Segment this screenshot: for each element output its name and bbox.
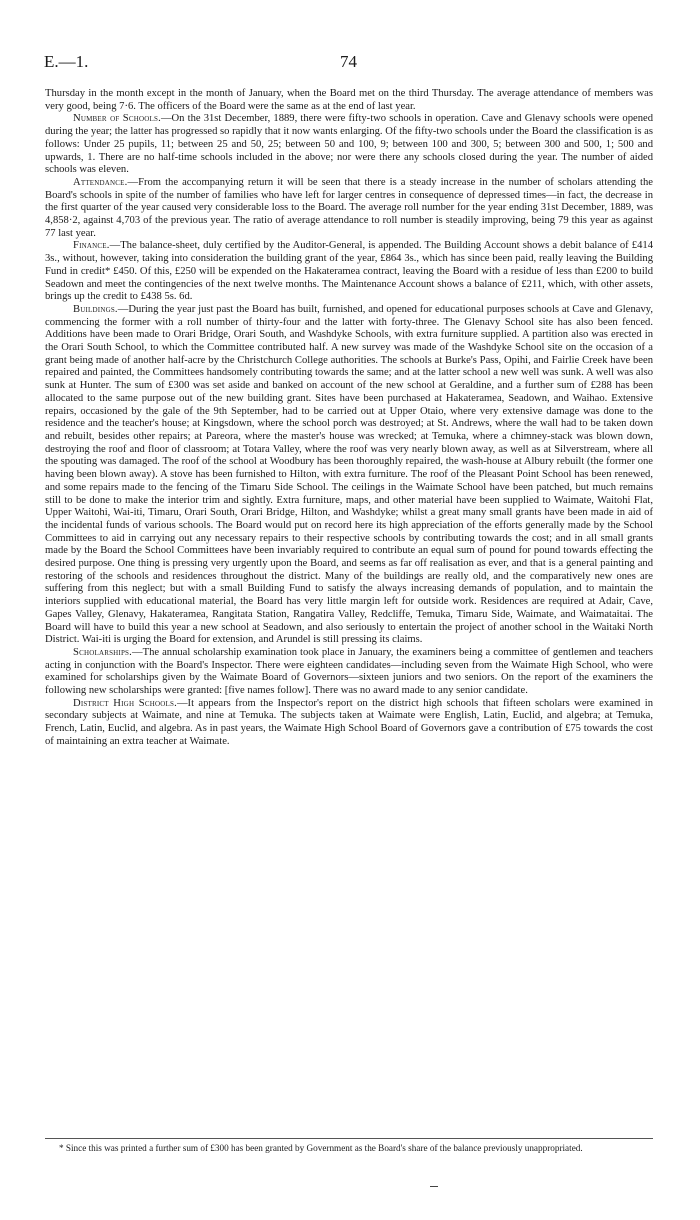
- footnote-divider: [45, 1138, 653, 1139]
- paragraph-district-high-schools: District High Schools.—It appears from the Inspector's report on the district high schools that fifteen scholars were examined in secondary subjects at Waimate, and nine at Temuka. The subjects taken at Waimate were English, Latin, Euclid, and algebra; at Temuka, French, Latin, Euclid, and algebra. As in past years, the Waimate High School Board of Governors gave a contribution of £75 towards the cost of maintaining an extra teacher at Waimate.: [45, 697, 653, 747]
- report-body: [45, 88, 653, 749]
- page-number: 74: [340, 52, 357, 71]
- page-mark: [430, 1186, 438, 1187]
- paragraph-buildings: Buildings.—During the year just past the Board has built, furnished, and opened for educational purposes schools at Cave and Glenavy, commencing the former with a roll number of thirty-four and the latter with forty-three. The Glenavy School site has also been fenced. Additions have been made to Orari Bridge, Orari South, and Washdyke Schools, with extra furniture supplied. A partition also was erected in the Orari South School, to which the Committee contributed half. A new survey was made of the Washdyke School site on the occasion of a grant being made of another half-acre by the Christchurch College authorities. The schools at Burke's Pass, Opihi, and Fairlie Creek have been repaired and painted, the Committees handsomely contributing towards the same; and at the latter school a new well was sunk. A well was also sunk at Hunter. The sum of £300 was set aside and banked on account of the new school at Geraldine, and a further sum of £288 has been allocated to the same purpose out of the new building grant. Sites have been purchased at Hakateramea, Seadown, and Waihao. Extensive repairs, occasioned by the gale of the 9th September, had to be carried out at Upper Otaio, where very extensive damage was done to the residence and the teacher's house; at Kingsdown, where the school porch was destroyed; at St. Andrews, where the wall had to be taken down and rebuilt, besides other repairs; at Pareora, where the master's house was wrecked; at Temuka, where a chimney-stack was blown down, destroying the roof and floor of classroom; at Totara Valley, where the roof was very nearly blown away, as well as at Silverstream, where all the spouting was damaged. The roof of the school at Woodbury has been thoroughly repaired, the wash-house at Albury rebuilt (the former one having been blown away). A stove has been furnished to Hilton, with extra furniture. The roof of the Pleasant Point School has been renewed, and some repairs made to the fencing of the Timaru Side School. The ceilings in the Waimate School have been patched, but much remains still to be done to make the interior trim and sightly. Extra furniture, maps, and other material have been supplied to Waimate, Waitohi Flat, Upper Waitohi, Wai-iti, Timaru, Orari South, Orari Bridge, Hilton, and Washdyke; whilst a great many small grants have been made in aid of the incidental funds of various schools. The Board would put on record here its high appreciation of the efforts generally made by the School Committees to aid in carrying out any necessary repairs to their respective schools by contributing towards the cost; and in all small grants made by the Board the School Committees have been invariably required to contribute an equal sum of pound for pound towards effecting the desired purpose. One thing is pressing very urgently upon the Board, and seems as far off realisation as ever, and that is a general painting and restoring of the schools and residences throughout the district. Many of the buildings are really old, and the comparatively new ones are suffering from this neglect; but with a small Building Fund to satisfy the always increasing demands of population, and to maintain the interiors supplied with educational material, the Board has very little margin left for outside work. Residences are required at Adair, Cave, Gapes Valley, Glenavy, Hakateramea, Rangitata Station, Rangatira Valley, Redcliffe, Temuka, Timaru Side, Waimate, and Waimataitai. The Board will have to build this year a new school at Seadown, and also seriously to entertain the project of another school in the Waitaki North District. Wai-iti is urging the Board for extension, and Arundel is still pressing its claims.: [45, 303, 653, 646]
- paragraph-board-meetings: Thursday in the month except in the month of January, when the Board met on the third Thursday. The average attendance of members was very good, being 7·6. The officers of the Board were the same as at the end of last year.: [45, 88, 653, 112]
- section-heading: District High Schools.: [73, 697, 177, 709]
- paragraph-number-of-schools: Number of Schools.—On the 31st December, 1889, there were fifty-two schools in operation. Cave and Glenavy schools were opened during the year; the latter has progressed so rapidly that it now wants enlarging. Of the fifty-two schools under the Board the classification is as follows: Under 25 pupils, 11; between 25 and 50, 25; between 50 and 100, 9; between 100 and 300, 5; between 300 and 500, 1; 500 and upwards, 1. There are no half-time schools included in the above; nor were there any schools closed during the year. The number of aided schools was eleven.: [45, 113, 653, 176]
- section-heading: Attendance.: [73, 176, 128, 188]
- section-heading: Scholarships.: [73, 646, 132, 658]
- section-heading: Buildings.: [73, 303, 118, 315]
- section-heading: Number of Schools.: [73, 113, 161, 125]
- paragraph-scholarships: Scholarships.—The annual scholarship examination took place in January, the examiners being a committee of gentlemen and teachers acting in conjunction with the Board's Inspector. There were eighteen candidates—including seven from the Waimate High School, who were examined for scholarships given by the Waimate Board of Governors—sixteen juniors and two seniors. On the report of the examiners the following new scholarships were granted: [five names follow]. There was no award made to any senior candidate.: [45, 646, 653, 697]
- paragraph-finance: Finance.—The balance-sheet, duly certified by the Auditor-General, is appended. The Building Account shows a debit balance of £414 3s., without, however, taking into consideration the building grant of the year, £864 3s., which has since been paid, really leaving the Building Fund in credit* £450. Of this, £250 will be expended on the Hakateramea contract, leaving the Board with a residue of less than £200 to build Seadown and meet the contingencies of the next twelve months. The Maintenance Account shows a balance of £211, which, with other assets, brings up the credit to £438 5s. 6d.: [45, 240, 653, 303]
- paragraph-attendance: Attendance.—From the accompanying return it will be seen that there is a steady increase in the number of scholars attending the Board's schools in spite of the number of families who have left for larger centres in consequence of depressed times—in fact, the decrease in the first quarter of the year caused very considerable loss to the Board. The average roll number for the year ending 31st December, 1889, was 4,858·2, against 4,703 of the previous year. The ratio of average attendance to roll number is steadily improving, being 79 this year as against 77 last year.: [45, 176, 653, 239]
- section-heading: Finance.: [73, 240, 110, 252]
- footnote: * Since this was printed a further sum of £300 has been granted by Government as the Board's share of the balance previously unappropriated.: [59, 1143, 583, 1153]
- report-reference: E.—1.: [44, 52, 89, 71]
